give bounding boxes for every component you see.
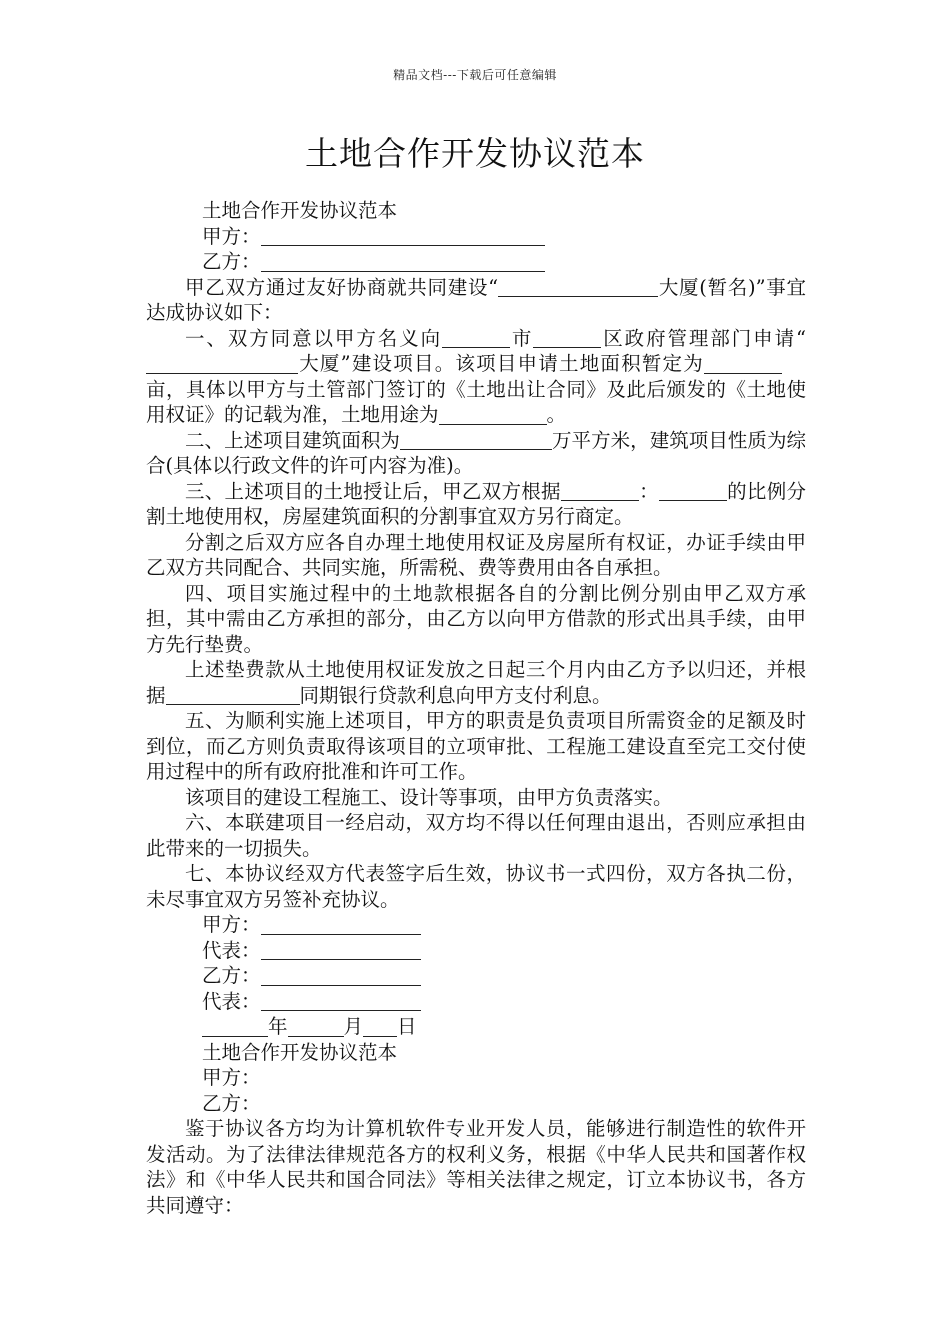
sign-rep-b-blank [261, 991, 421, 1012]
building-blank [146, 353, 298, 374]
clause-6: 六、本联建项目一经启动，双方均不得以任何理由退出，否则应承担由此带来的一切损失。 [146, 811, 806, 860]
ratio-b-blank [659, 481, 727, 502]
clause-2-text-a: 二、上述项目建筑面积为 [185, 428, 400, 452]
clause-1-text-d: 大厦”建设项目。该项目申请土地面积暂定为 [298, 352, 704, 375]
sign-rep-a-blank [261, 940, 421, 961]
contract-1-heading: 土地合作开发协议范本 [202, 199, 398, 222]
clause-1 [146, 326, 806, 428]
day-blank [363, 1016, 397, 1037]
party-b-blank [261, 251, 545, 272]
month-blank [288, 1016, 344, 1037]
date-month-label: 月 [343, 1015, 364, 1038]
contract-2-party-a: 甲方： [202, 1066, 261, 1089]
district-blank [533, 328, 601, 349]
clause-5: 五、为顺利实施上述项目，甲方的职责是负责项目所需资金的足额及时到位，而乙方则负责取得该项目的立项审批、工程施工建设直至完工交付使用过程中的所有政府批准和许可工作。 [146, 709, 806, 783]
ratio-colon: ： [638, 479, 659, 503]
building-name-blank [498, 277, 658, 298]
sign-party-a-blank [261, 914, 421, 935]
clause-1-text-e: 亩，具体以甲方与土管部门签订的《土地出让合同》及此后颁发的《土地使用权证》的记载为准，土地用途为 [146, 377, 806, 426]
sign-party-a-label: 甲方： [202, 913, 261, 936]
area-blank [704, 353, 782, 374]
clause-1-text-f: 。 [546, 403, 567, 426]
date-day-label: 日 [397, 1015, 417, 1038]
intro-text-b: 大厦(暂名)”事宜达成协议如下： [146, 275, 806, 324]
year-blank [202, 1016, 268, 1037]
party-a-label: 甲方： [202, 224, 261, 248]
clause-5-paragraph-2: 该项目的建设工程施工、设计等事项，由甲方负责落实。 [185, 785, 673, 809]
sign-rep-a-label: 代表： [202, 938, 261, 962]
sign-rep-b-label: 代表： [202, 989, 261, 1013]
sign-party-b-label: 乙方： [202, 964, 261, 987]
clause-3-paragraph-2: 分割之后双方应各自办理土地使用权证及房屋所有权证，办证手续由甲乙双方共同配合、共同实施，所需税、费等费用由各自承担。 [146, 530, 806, 579]
clause-2-text-b: 万平方米，建筑项目性质为综合(具体以行政文件的许可内容为准)。 [146, 428, 806, 477]
intro-paragraph [146, 275, 806, 326]
contract-2-party-b: 乙方： [202, 1091, 261, 1115]
party-a-line [146, 224, 806, 250]
date-line [146, 1014, 806, 1040]
party-a-blank [261, 226, 545, 247]
ratio-a-blank [561, 481, 639, 502]
clause-7: 七、本协议经双方代表签字后生效，协议书一式四份，双方各执二份，未尽事宜双方另签补充协议。 [146, 862, 806, 911]
building-area-blank [400, 430, 552, 451]
intro-text-a: 甲乙双方通过友好协商就共同建设“ [185, 275, 499, 299]
city-blank [442, 328, 510, 349]
clause-1-text-c: 区政府管理部门申请“ [601, 326, 806, 350]
clause-3-text-a: 三、上述项目的土地授让后，甲乙双方根据 [185, 479, 561, 503]
party-b-label: 乙方： [202, 250, 261, 273]
clause-4-paragraph-2 [146, 657, 806, 708]
document-body [146, 198, 806, 1218]
clause-1-text-b: 市 [510, 326, 534, 350]
sign-rep-b [146, 989, 806, 1015]
clause-4-p2-text-b: 同期银行贷款利息向甲方支付利息。 [299, 683, 612, 707]
sign-party-b [146, 963, 806, 989]
clause-3-text-b: 的比例分割土地使用权，房屋建筑面积的分割事宜双方另行商定。 [146, 479, 806, 528]
party-b-line [146, 249, 806, 275]
page-header: 精品文档---下载后可任意编辑 [393, 68, 557, 82]
clause-3 [146, 479, 806, 530]
clause-1-text-a: 一、双方同意以甲方名义向 [185, 326, 442, 350]
interest-basis-blank [166, 685, 300, 706]
sign-party-b-blank [261, 965, 421, 986]
contract-2-heading: 土地合作开发协议范本 [202, 1040, 398, 1064]
date-year-label: 年 [268, 1015, 288, 1038]
document-title: 土地合作开发协议范本 [305, 134, 645, 173]
clause-4-p2-text-a: 上述垫费款从土地使用权证发放之日起三个月内由乙方予以归还，并根据 [146, 658, 806, 707]
clause-4: 四、项目实施过程中的土地款根据各自的分割比例分别由甲乙双方承担，其中需由乙方承担的部分，由乙方以向甲方借款的形式出具手续，由甲方先行垫费。 [146, 581, 806, 656]
sign-party-a [146, 912, 806, 938]
land-use-blank [439, 404, 547, 425]
contract-2-intro: 鉴于协议各方均为计算机软件专业开发人员，能够进行制造性的软件开发活动。为了法律法律规范各方的权利义务，根据《中华人民共和国著作权法》和《中华人民共和国合同法》等相关法律之规定，订立本协议书，各方共同遵守： [146, 1117, 806, 1217]
sign-rep-a [146, 938, 806, 964]
clause-2 [146, 428, 806, 479]
